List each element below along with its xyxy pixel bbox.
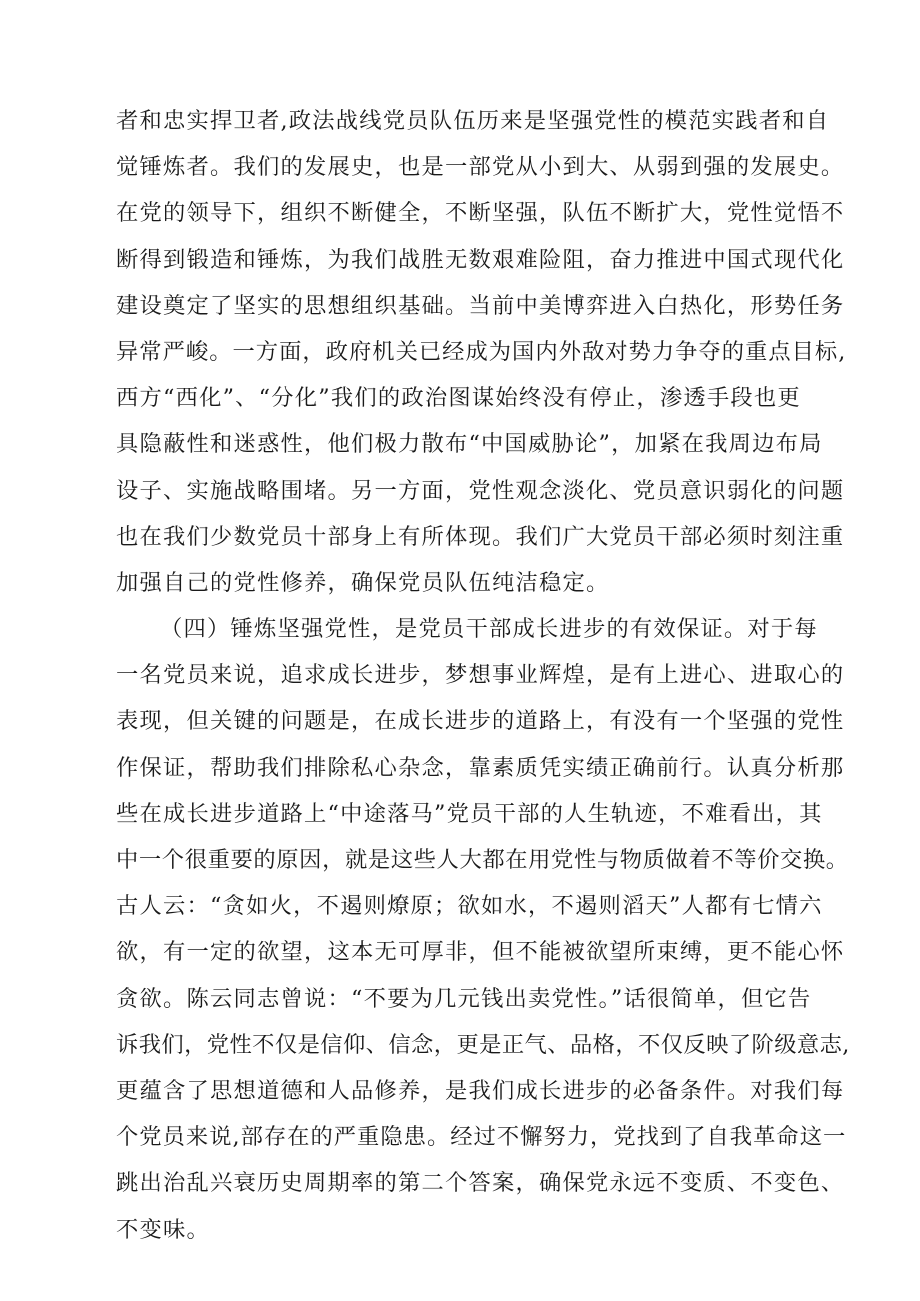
text-line: 古人云：“贪如火，不遏则燎原；欲如水，不遏则滔天”人都有七情六 xyxy=(116,893,823,920)
text-line: 表现，但关键的问题是，在成长进步的道路上，有没有一个坚强的党性 xyxy=(116,708,845,735)
text-line: 设子、实施战略围堵。另一方面，党性观念淡化、党员意识弱化的问题 xyxy=(116,477,845,504)
section-heading-line: （四）锤炼坚强党性，是党员干部成长进步的有效保证。对于每 xyxy=(160,616,818,643)
document-page xyxy=(116,98,852,1253)
text-line: 不变味。 xyxy=(116,1216,210,1243)
text-line: 跳出治乱兴衰历史周期率的第二个答案，确保党永远不变质、不变色、 xyxy=(116,1170,845,1197)
text-line: 也在我们少数党员十部身上有所体现。我们广大党员干部必须时刻注重 xyxy=(116,523,845,550)
text-line: 觉锤炼者。我们的发展史，也是一部党从小到大、从弱到强的发展史。 xyxy=(116,154,845,181)
text-line: 在党的领导下，组织不断健全，不断坚强，队伍不断扩大，党性觉悟不 xyxy=(116,200,845,227)
text-line: 一名党员来说，追求成长进步，梦想事业辉煌，是有上进心、进取心的 xyxy=(116,662,845,689)
text-line: 些在成长进步道路上“中途落马”党员干部的人生轨迹，不难看出，其 xyxy=(116,800,823,827)
text-line: 具隐蔽性和迷惑性，他们极力散布“中国威胁论”，加紧在我周边布局 xyxy=(116,431,823,458)
text-line: 贪欲。陈云同志曾说：“不要为几元钱出卖党性。”话很简单，但它告 xyxy=(116,985,812,1012)
text-line: 断得到锻造和锤炼，为我们战胜无数艰难险阻，奋力推进中国式现代化 xyxy=(116,246,845,273)
text-line: 中一个很重要的原因，就是这些人大都在用党性与物质做着不等价交换。 xyxy=(116,847,849,873)
text-line: 建设奠定了坚实的思想组织基础。当前中美博弈进入白热化，形势任务 xyxy=(116,292,845,319)
text-line: 异常严峻。一方面，政府机关已经成为国内外敌对势力争夺的重点目标, xyxy=(116,338,847,365)
text-line: 更蕴含了思想道德和人品修养，是我们成长进步的必备条件。对我们每 xyxy=(116,1077,845,1104)
text-line: 诉我们，党性不仅是信仰、信念，更是正气、品格，不仅反映了阶级意志, xyxy=(116,1031,850,1058)
text-line: 者和忠实捍卫者,政法战线党员队伍历来是坚强党性的模范实践者和自 xyxy=(116,108,830,134)
text-line: 加强自己的党性修养，确保党员队伍纯洁稳定。 xyxy=(116,569,610,596)
text-line: 西方“西化”、“分化”我们的政治图谋始终没有停止，渗透手段也更 xyxy=(116,385,801,412)
text-line: 作保证，帮助我们排除私心杂念，靠素质凭实绩正确前行。认真分析那 xyxy=(116,754,845,781)
text-line: 欲，有一定的欲望，这本无可厚非，但不能被欲望所束缚，更不能心怀 xyxy=(116,939,845,966)
text-line: 个党员来说,部存在的严重隐患。经过不懈努力，党找到了自我革命这一 xyxy=(116,1124,847,1151)
